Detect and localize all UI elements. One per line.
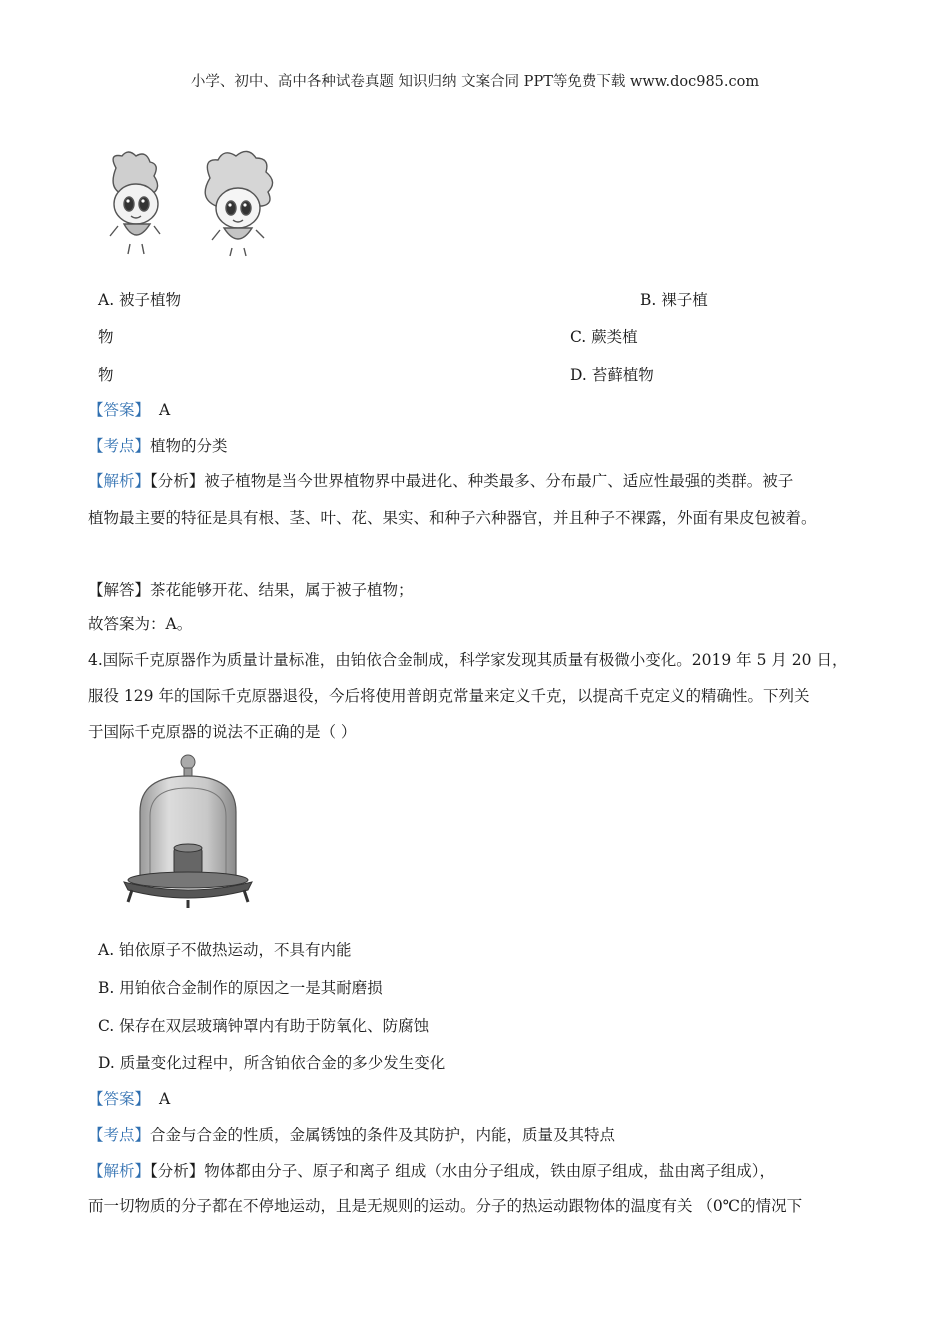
q4-option-d: D. 质量变化过程中，所含铂依合金的多少发生变化 bbox=[98, 1054, 446, 1072]
analysis-tag: 【解析】 bbox=[88, 472, 151, 490]
analysis-text: 【分析】被子植物是当今世界植物界中最进化、种类最多、分布最广、适应性最强的类群。被子 bbox=[150, 472, 794, 490]
q4-option-c: C. 保存在双层玻璃钟罩内有助于防氧化、防腐蚀 bbox=[98, 1017, 430, 1035]
q4-option-a: A. 铂依原子不做热运动，不具有内能 bbox=[98, 941, 352, 959]
q3-solve-line-1: 【解答】茶花能够开花、结果，属于被子植物； bbox=[88, 581, 414, 599]
q3-analysis-line-1 bbox=[88, 469, 793, 491]
mascot-left bbox=[110, 152, 160, 254]
q3-option-b: B. 裸子植 bbox=[640, 291, 708, 309]
tea-flower-mascots-image bbox=[98, 148, 288, 260]
q4-point-line bbox=[88, 1123, 615, 1145]
answer-value: A bbox=[158, 1090, 171, 1108]
q4-answer-line bbox=[88, 1087, 170, 1109]
point-value: 植物的分类 bbox=[150, 437, 228, 455]
q3-answer-line bbox=[88, 398, 170, 420]
q3-analysis-line-2: 植物最主要的特征是具有根、茎、叶、花、果实、和种子六种器官，并且种子不裸露，外面有果皮包被着。 bbox=[88, 509, 817, 527]
kilogram-prototype-image bbox=[118, 752, 258, 912]
q3-option-b-wrap: 物 bbox=[98, 328, 114, 346]
analysis-text: 【分析】物体都由分子、原子和离子 组成（水由分子组成，铁由原子组成，盐由离子组成）， bbox=[150, 1162, 775, 1180]
answer-value: A bbox=[158, 401, 171, 419]
analysis-tag: 【解析】 bbox=[88, 1162, 151, 1180]
q3-option-a: A. 被子植物 bbox=[98, 291, 182, 309]
q4-analysis-line-1 bbox=[88, 1159, 775, 1181]
point-tag: 【考点】 bbox=[88, 1126, 151, 1144]
answer-tag: 【答案】 bbox=[88, 401, 151, 419]
page-header: 小学、初中、高中各种试卷真题 知识归纳 文案合同 PPT等免费下载 www.doc985.com bbox=[190, 74, 760, 90]
q4-stem-line-3: 于国际千克原器的说法不正确的是（ ） bbox=[88, 723, 357, 741]
q3-option-c: C. 蕨类植 bbox=[570, 328, 638, 346]
answer-tag: 【答案】 bbox=[88, 1090, 151, 1108]
point-value: 合金与合金的性质，金属锈蚀的条件及其防护，内能，质量及其特点 bbox=[150, 1126, 616, 1144]
q4-analysis-line-2: 而一切物质的分子都在不停地运动，且是无规则的运动。分子的热运动跟物体的温度有关 （0℃的情况下 bbox=[88, 1197, 803, 1215]
q3-option-d: D. 苔藓植物 bbox=[570, 366, 654, 384]
q4-stem-line-1: 4.国际千克原器作为质量计量标准，由铂依合金制成，科学家发现其质量有极微小变化。2019 年 5 月 20 日， bbox=[88, 651, 848, 669]
q4-option-b: B. 用铂依合金制作的原因之一是其耐磨损 bbox=[98, 979, 383, 997]
q3-point-line bbox=[88, 434, 228, 456]
point-tag: 【考点】 bbox=[88, 437, 151, 455]
mascot-right bbox=[205, 151, 272, 256]
q4-stem-line-2: 服役 129 年的国际千克原器退役，今后将使用普朗克常量来定义千克，以提高千克定义的精确性。下列关 bbox=[88, 687, 810, 705]
q3-solve-line-2: 故答案为：A。 bbox=[88, 615, 193, 633]
q3-option-c-wrap: 物 bbox=[98, 366, 114, 384]
